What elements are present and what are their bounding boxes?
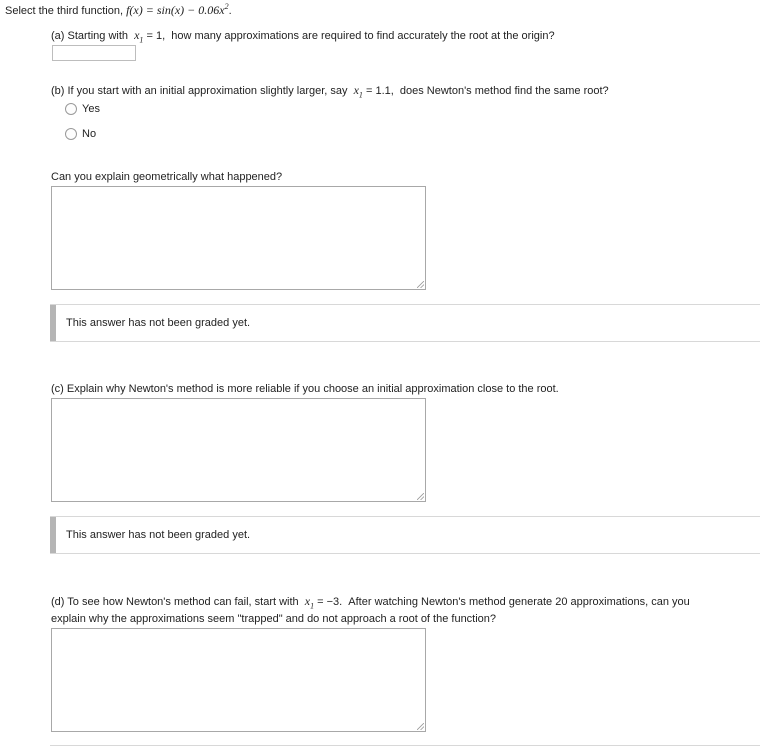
part-d-subscript: 1 — [310, 601, 315, 611]
intro-exponent: 2 — [224, 2, 229, 11]
radio-no-label[interactable]: No — [82, 128, 97, 140]
explain-prompt: Can you explain geometrically what happened? — [51, 171, 283, 183]
intro-line — [5, 3, 232, 18]
part-d-question-line1 — [51, 594, 690, 609]
part-a-subscript: 1 — [139, 35, 144, 45]
part-d-variable: $x_1$ — [304, 594, 315, 611]
resize-handle-icon[interactable] — [417, 723, 424, 730]
status-accent-bar — [50, 305, 56, 341]
part-d-prefix: (d) To see how Newton's method can fail, start with — [51, 596, 299, 608]
grading-status-box — [50, 516, 760, 554]
part-d-question-line2: explain why the approximations seem "trapped" and do not approach a root of the function? — [51, 613, 497, 625]
part-a-answer-input[interactable] — [52, 45, 136, 61]
grading-status-text: This answer has not been graded yet. — [66, 529, 251, 541]
part-b-variable: $x_1$ — [353, 83, 363, 100]
part-d-textarea[interactable] — [51, 628, 426, 732]
radio-yes-button[interactable] — [65, 103, 77, 115]
part-b-question — [51, 83, 609, 98]
part-b-subscript: 1 — [358, 90, 363, 100]
intro-period: . — [228, 5, 232, 17]
part-d-rest: After watching Newton's method generate 20 approximations, can you — [348, 596, 690, 608]
intro-text: Select the third function, — [5, 5, 124, 17]
resize-handle-icon[interactable] — [417, 493, 424, 500]
part-c-textarea[interactable] — [51, 398, 426, 502]
part-b-prefix: (b) If you start with an initial approximation slightly larger, say — [51, 85, 348, 97]
part-b-rest: does Newton's method find the same root? — [399, 85, 609, 97]
intro-function: $f(x) = \sin(x) - 0.06x^2$ — [126, 2, 229, 17]
part-a-equation: = 1, — [143, 30, 166, 42]
part-a-question — [51, 28, 555, 43]
part-a-prefix: (a) Starting with — [51, 30, 129, 42]
explain-textarea[interactable] — [51, 186, 426, 290]
grading-status-text: This answer has not been graded yet. — [66, 317, 251, 329]
status-accent-bar — [50, 517, 56, 553]
resize-handle-icon[interactable] — [417, 281, 424, 288]
part-c-question: (c) Explain why Newton's method is more reliable if you choose an initial approximation close to the root. — [51, 383, 559, 395]
part-b-equation: = 1.1, — [362, 85, 394, 97]
part-a-variable: $x_1$ — [134, 28, 144, 45]
grading-status-box — [50, 304, 760, 342]
part-d-equation: = −3. — [314, 596, 343, 608]
part-a-rest: how many approximations are required to find accurately the root at the origin? — [171, 30, 555, 42]
radio-yes-label[interactable]: Yes — [82, 103, 100, 115]
radio-no-button[interactable] — [65, 128, 77, 140]
